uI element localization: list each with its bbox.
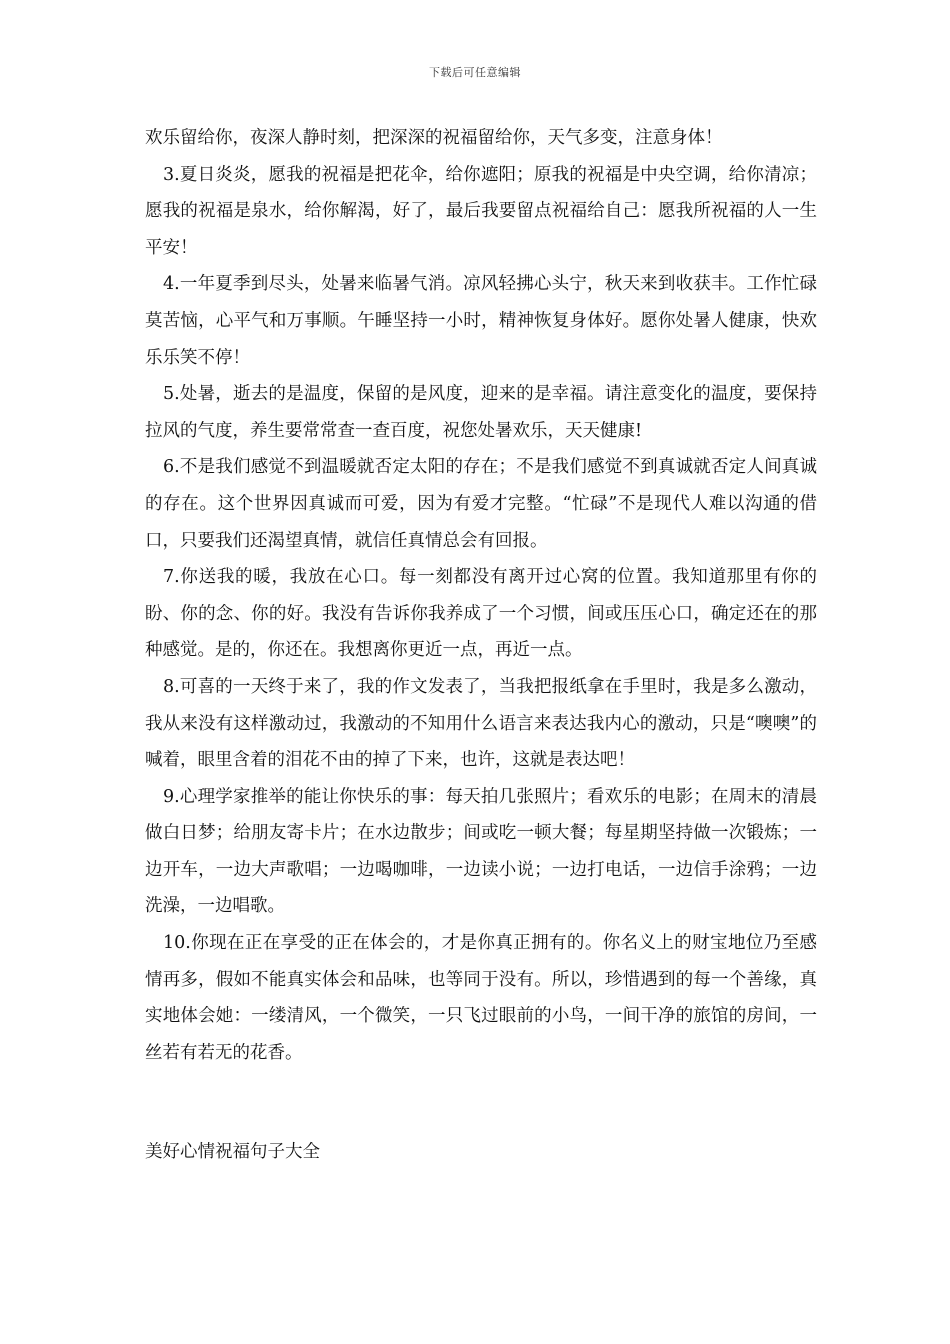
paragraph-item-6: 6.不是我们感觉不到温暖就否定太阳的存在；不是我们感觉不到真诚就否定人间真诚的存在。这个世界因真诚而可爱，因为有爱才完整。“忙碌”不是现代人难以沟通的借口，只要我们还渴望真情，就信任真情总会有回报。	[145, 457, 817, 551]
paragraph-item-3: 3.夏日炎炎，愿我的祝福是把花伞，给你遮阳；原我的祝福是中央空调，给你清凉；愿我的祝福是泉水，给你解渴，好了，最后我要留点祝福给自己：愿我所祝福的人一生平安！	[145, 164, 817, 258]
paragraph-item-4: 4.一年夏季到尽头，处暑来临暑气消。凉风轻拂心头宁，秋天来到收获丰。工作忙碌莫苦恼，心平气和万事顺。午睡坚持一小时，精神恢复身体好。愿你处暑人健康，快欢乐乐笑不停！	[145, 274, 817, 368]
paragraph-item-5: 5.处暑，逝去的是温度，保留的是风度，迎来的是幸福。请注意变化的温度，要保持拉风的气度，养生要常常查一查百度，祝您处暑欢乐，天天健康!	[145, 384, 817, 441]
paragraph-item-9: 9.心理学家推举的能让你快乐的事：每天拍几张照片；看欢乐的电影；在周末的清晨做白日梦；给朋友寄卡片；在水边散步；间或吃一顿大餐；每星期坚持做一次锻炼；一边开车，一边大声歌唱；一边喝咖啡，一边读小说；一边打电话，一边信手涂鸦；一边洗澡，一边唱歌。	[145, 786, 817, 917]
document-body	[145, 120, 817, 1071]
page-header: 下载后可任意编辑	[429, 66, 521, 79]
paragraph-continuation: 欢乐留给你，夜深人静时刻，把深深的祝福留给你，天气多变，注意身体！	[145, 128, 723, 148]
paragraph-item-7: 7.你送我的暖，我放在心口。每一刻都没有离开过心窝的位置。我知道那里有你的盼、你的念、你的好。我没有告诉你我养成了一个习惯，间或压压心口，确定还在的那种感觉。是的，你还在。我想离你更近一点，再近一点。	[145, 567, 817, 661]
paragraph-item-8: 8.可喜的一天终于来了，我的作文发表了，当我把报纸拿在手里时，我是多么激动，我从来没有这样激动过，我激动的不知用什么语言来表达我内心的激动，只是“噢噢”的喊着，眼里含着的泪花不由的掉了下来，也许，这就是表达吧！	[145, 676, 817, 771]
section-title: 美好心情祝福句子大全	[145, 1142, 320, 1162]
paragraph-item-10: 10.你现在正在享受的正在体会的，才是你真正拥有的。你名义上的财宝地位乃至感情再多，假如不能真实体会和品味，也等同于没有。所以，珍惜遇到的每一个善缘，真实地体会她：一缕清风，一个微笑，一只飞过眼前的小鸟，一间干净的旅馆的房间，一丝若有若无的花香。	[145, 933, 817, 1063]
